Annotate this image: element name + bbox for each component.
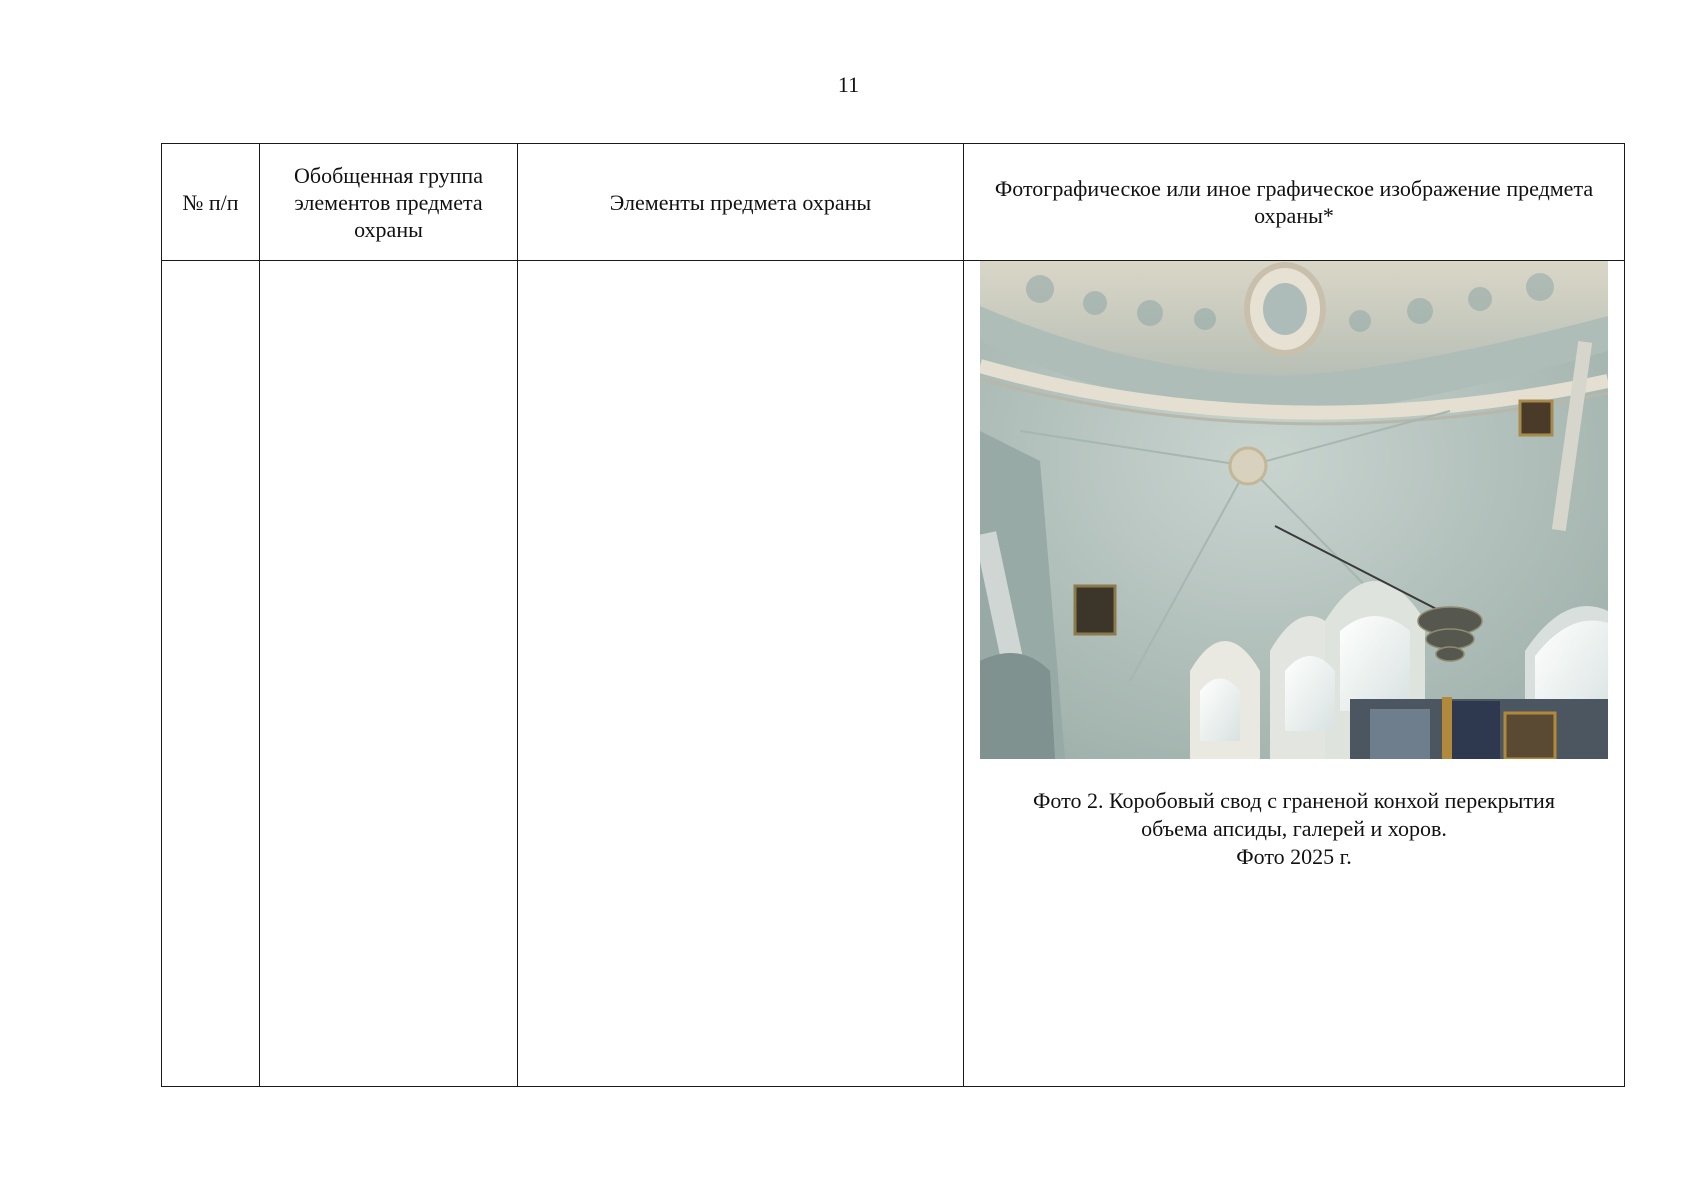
protection-table: [161, 143, 1625, 1087]
page-number: 11: [837, 72, 860, 97]
table-header-row: [162, 144, 1625, 261]
caption-line: Фото 2. Коробовый свод с граненой конхой перекрытия: [1033, 788, 1555, 813]
header-image: Фотографическое или иное графическое изображение предмета охраны*: [964, 144, 1625, 261]
cell-number: [162, 261, 260, 1087]
cell-photo: [964, 261, 1625, 1087]
caption-line: Фото 2025 г.: [1236, 844, 1352, 869]
header-group: Обобщенная группа элементов предмета охраны: [260, 144, 518, 261]
header-number: № п/п: [162, 144, 260, 261]
cell-elements: [518, 261, 964, 1087]
cell-group: [260, 261, 518, 1087]
caption-line: объема апсиды, галерей и хоров.: [1141, 816, 1447, 841]
header-elements: Элементы предмета охраны: [518, 144, 964, 261]
photo-caption: [964, 787, 1624, 871]
vault-photo: [980, 261, 1608, 759]
table-row: [162, 261, 1625, 1087]
